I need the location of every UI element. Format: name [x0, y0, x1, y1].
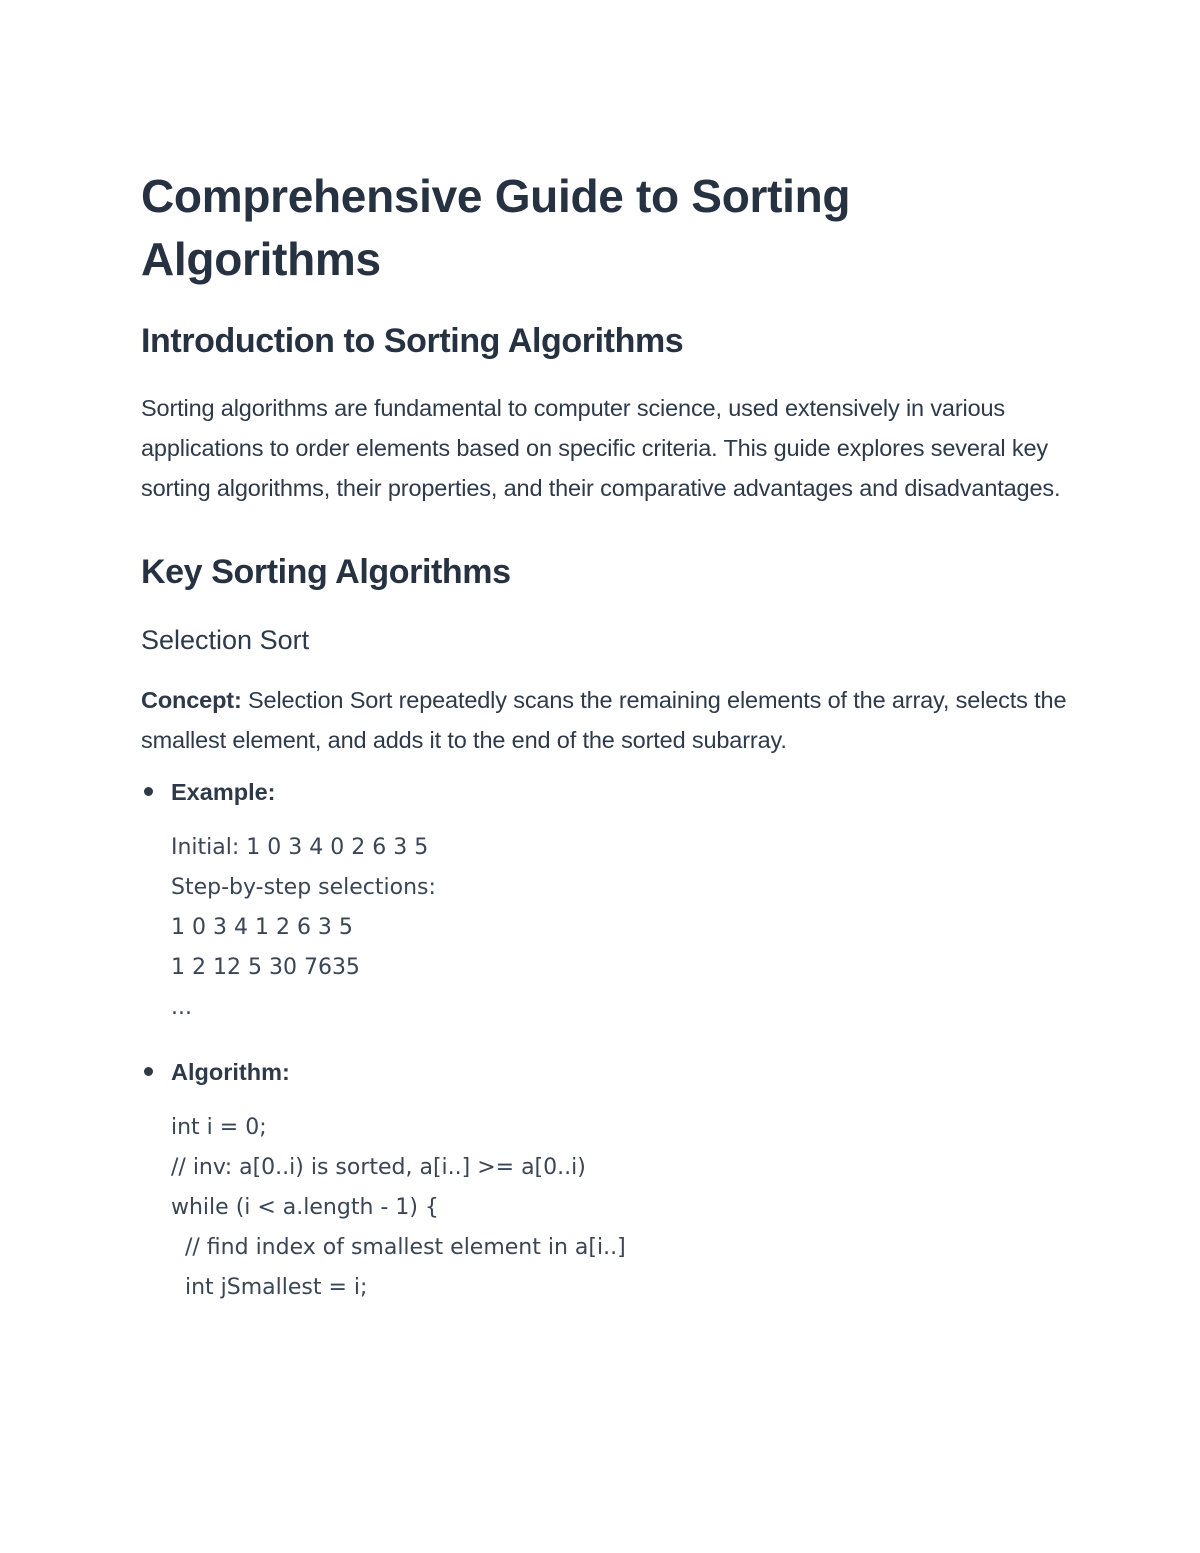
selection-sort-heading: Selection Sort — [141, 625, 310, 655]
algorithm-item — [141, 1054, 1071, 1308]
document-page — [141, 165, 1071, 1308]
intro-heading: Introduction to Sorting Algorithms — [141, 322, 684, 360]
example-item — [141, 774, 1071, 1028]
algorithm-bullet-row — [141, 1054, 1071, 1090]
example-label: Example: — [171, 779, 276, 805]
key-algorithms-heading: Key Sorting Algorithms — [141, 553, 511, 591]
bullet-icon — [144, 1067, 153, 1076]
example-line: Initial: 1 0 3 4 0 2 6 3 5 — [171, 835, 429, 860]
code-line: int jSmallest = i; — [171, 1275, 368, 1300]
code-line: // find index of smallest element in a[i..] — [171, 1235, 626, 1260]
example-line: Step-by-step selections: — [171, 875, 436, 900]
code-line: int i = 0; — [171, 1115, 267, 1140]
example-line: 1 0 3 4 1 2 6 3 5 — [171, 915, 353, 940]
bullet-icon — [144, 787, 153, 796]
algorithm-label: Algorithm: — [171, 1059, 290, 1085]
document-title: Comprehensive Guide to Sorting Algorithms — [141, 170, 851, 285]
concept-label: Concept: — [141, 687, 242, 713]
example-block — [171, 828, 1071, 1028]
example-bullet-row — [141, 774, 1071, 810]
intro-paragraph: Sorting algorithms are fundamental to computer science, used extensively in various applications to order elements based on specific criteria. This guide explores several key sorting algorithms, their properties, and their comparative advantages and disadvantages. — [141, 395, 1061, 501]
selection-sort-points — [141, 774, 1071, 1308]
example-line: ... — [171, 995, 192, 1020]
concept-text: Selection Sort repeatedly scans the remaining elements of the array, selects the smallest element, and adds it to the end of the sorted subarray. — [141, 687, 1067, 753]
code-line: // inv: a[0..i) is sorted, a[i..] >= a[0..i) — [171, 1155, 586, 1180]
code-block — [171, 1108, 1071, 1308]
code-line: while (i < a.length - 1) { — [171, 1195, 439, 1220]
example-line: 1 2 12 5 30 7635 — [171, 955, 360, 980]
concept-paragraph — [141, 680, 1071, 760]
